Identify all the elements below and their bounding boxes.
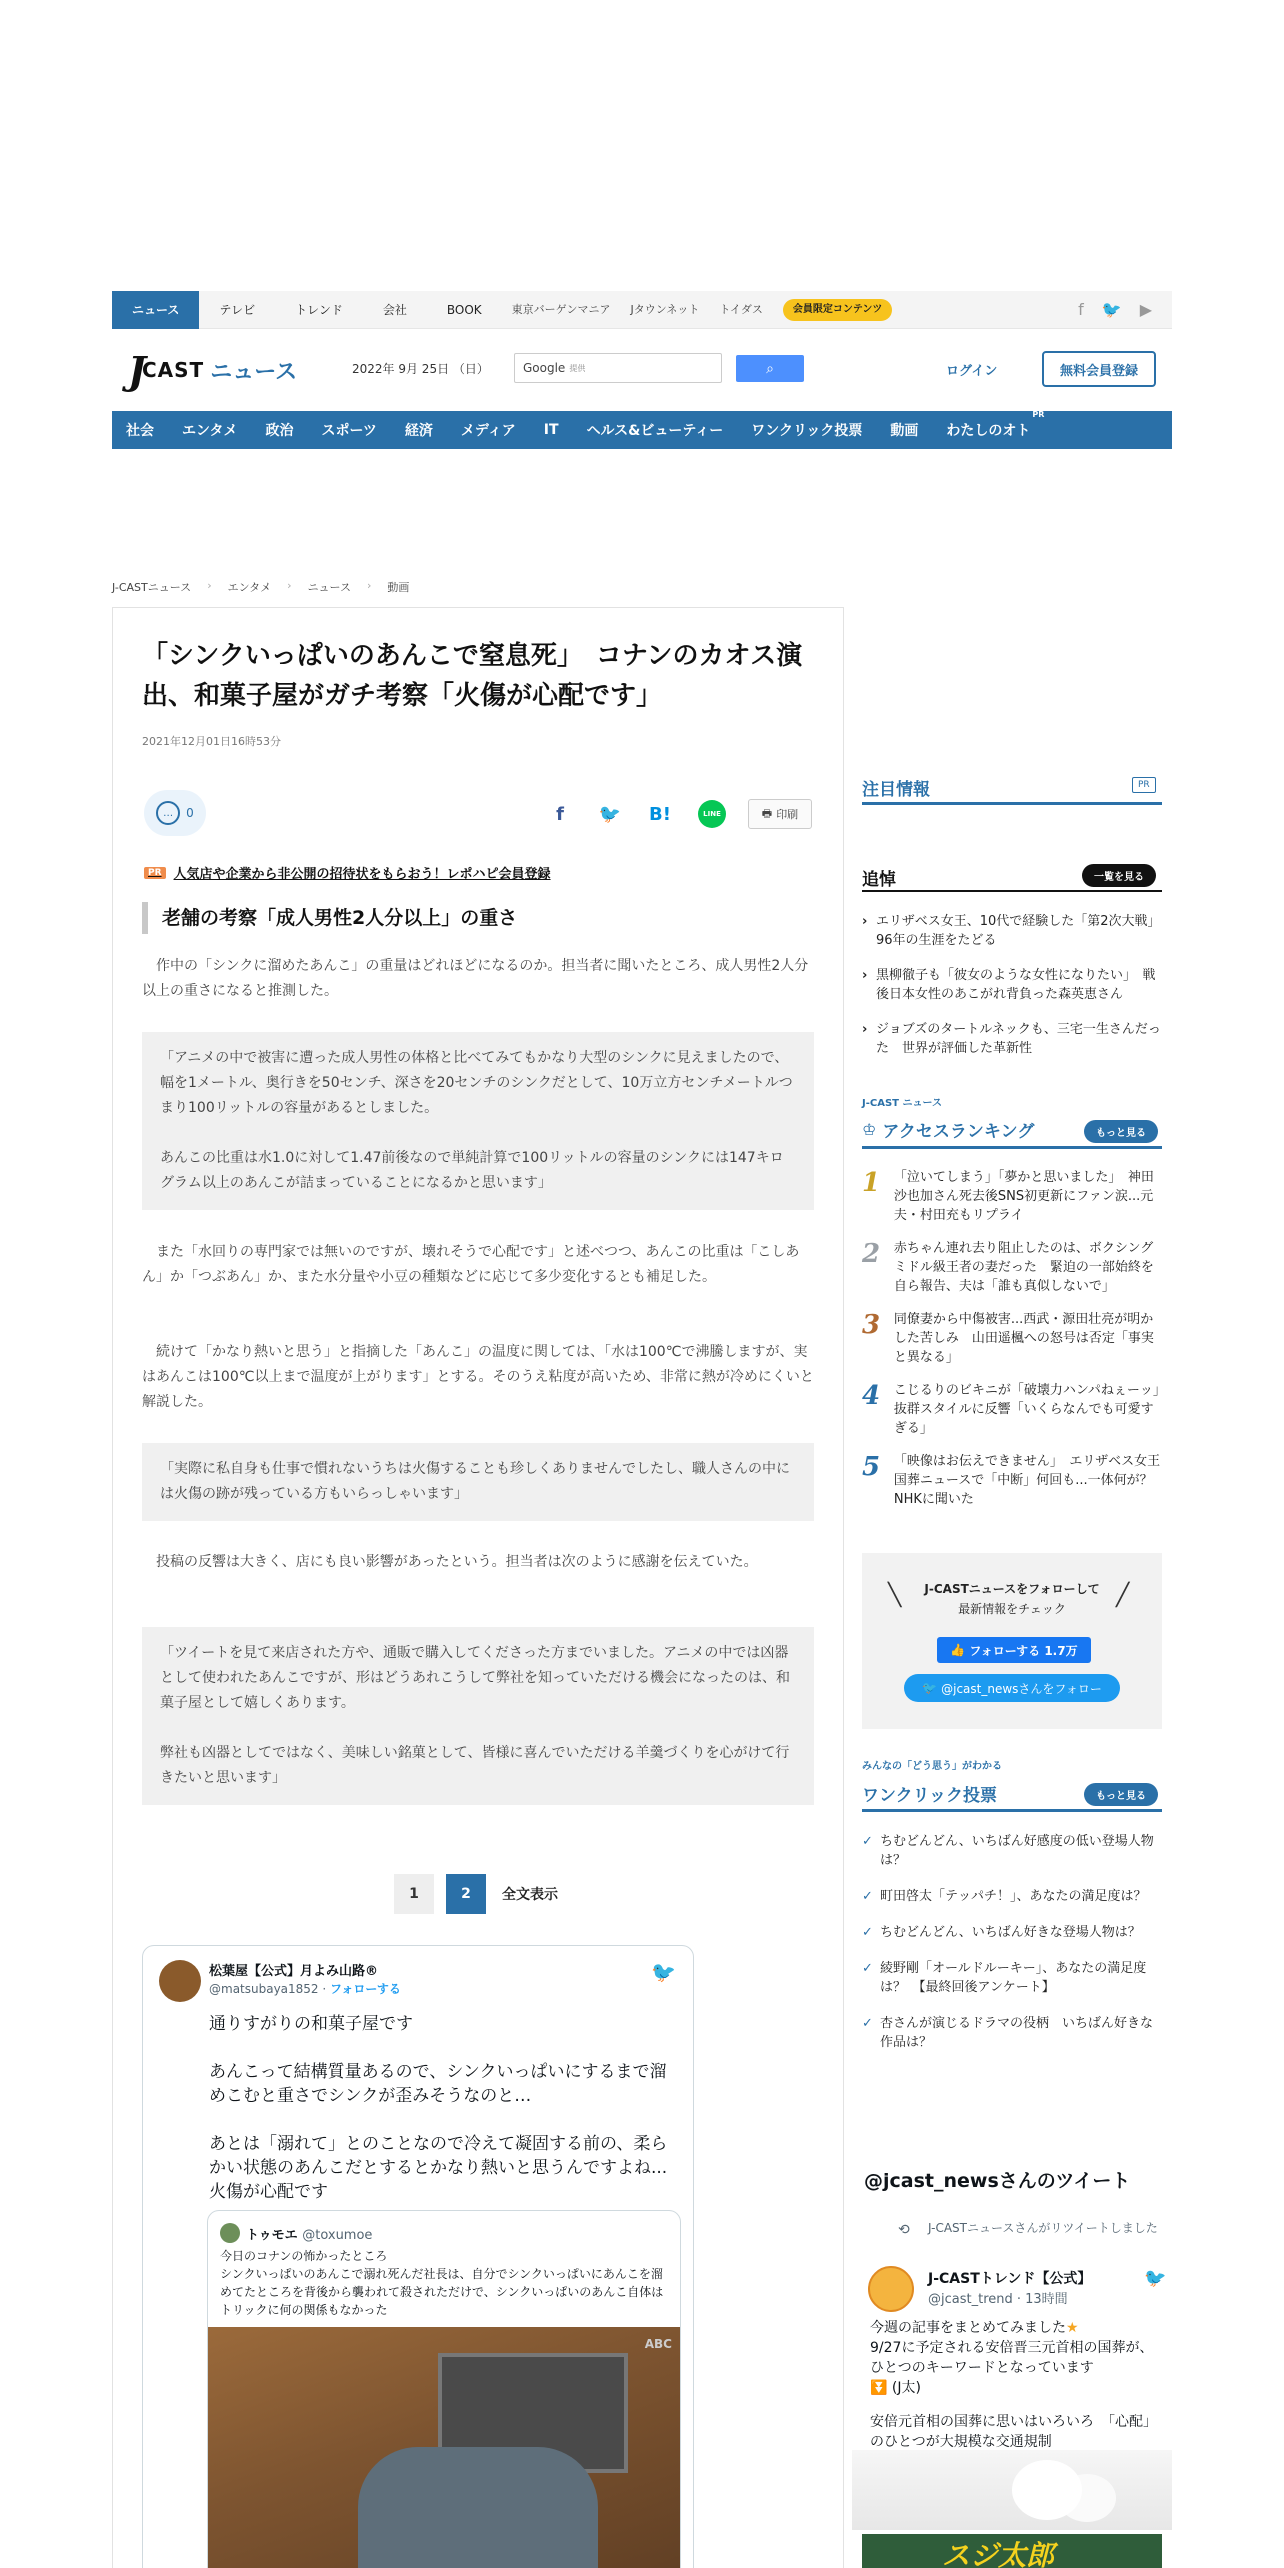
comment-count: 0	[186, 806, 194, 820]
list-item[interactable]: ✓ 綾野剛「オールドルーキー」、あなたの満足度は？ 【最終回後アンケート】	[862, 1959, 1162, 1997]
quoted-tweet-author: トゥモエ @toxumoe	[246, 2228, 373, 2243]
list-item[interactable]: ✓ ちむどんどん、いちばん好感度の低い登場人物は？	[862, 1832, 1162, 1870]
article-subheading: 老舗の考察「成人男性2人分以上」の重さ	[142, 902, 812, 934]
avatar[interactable]	[159, 1960, 201, 2002]
decor-slash: ╱	[1116, 1583, 1130, 1608]
vote-kicker: みんなの「どう思う」がわかる	[862, 1761, 1002, 1772]
social-links	[1078, 300, 1172, 319]
memorial-title: 追悼	[862, 870, 896, 890]
vote-title: ワンクリック投票	[862, 1786, 997, 1806]
twitter-timeline	[852, 2166, 1172, 2568]
ranking-list	[862, 1168, 1173, 1523]
ranking-item[interactable]: 4 こじるりのビキニが「破壊力ハンパねぇーッ」 抜群スタイルに反響「いくらなんでも可愛すぎる」	[862, 1381, 1173, 1436]
pr-link[interactable]: PR 人気店や企業から非公開の招待状をもらおう！レポハピ会員登録	[144, 863, 551, 882]
topnav-trend[interactable]: トレンド	[295, 302, 343, 317]
decor-slash: ╲	[888, 1583, 902, 1608]
cat-society[interactable]: 社会	[126, 423, 154, 439]
avatar[interactable]	[868, 2266, 914, 2312]
embedded-tweet[interactable]	[142, 1945, 694, 2568]
breadcrumb-news[interactable]: ニュース	[307, 581, 352, 594]
topnav-tv[interactable]: テレビ	[219, 302, 256, 317]
tweet-follow-link[interactable]: フォローする	[330, 1982, 401, 1996]
top-nav	[112, 291, 1172, 329]
flower-illustration	[1012, 2460, 1082, 2520]
memorial-list-button[interactable]: 一覧を見る	[1082, 864, 1156, 887]
list-item[interactable]: › 黒柳徹子も「彼女のような女性になりたい」 戦後日本女性のあこがれ背負った森英恵さん	[862, 966, 1162, 1004]
hatena-bookmark-icon[interactable]: B!	[649, 803, 671, 825]
twitter-icon[interactable]: 🐦	[1101, 300, 1122, 319]
breadcrumb-home[interactable]: J-CASTニュース	[112, 581, 192, 594]
cat-media[interactable]: メディア	[460, 423, 516, 439]
comment-icon: …	[156, 801, 180, 825]
retweet-icon: ⟲	[898, 2222, 910, 2238]
memorial-list	[862, 912, 1168, 1074]
ranking-item[interactable]: 3 同僚妻から中傷被害...西武・源田壮亮が明かした苦しみ 山田遥楓への怒号は否定「事実と異なる」	[862, 1310, 1154, 1365]
list-item[interactable]: ✓ 町田啓太「テッパチ！」、あなたの満足度は？	[862, 1887, 1162, 1906]
category-nav	[112, 411, 1172, 449]
divider	[862, 1146, 1162, 1149]
person-illustration	[358, 2447, 598, 2568]
facebook-follow-button[interactable]: 👍 フォローする 1.7万	[937, 1637, 1091, 1663]
pagination	[394, 1874, 558, 1914]
printer-icon: 🖶	[761, 806, 773, 820]
topnav-bargain[interactable]: 東京バーゲンマニア	[511, 302, 611, 316]
timeline-author[interactable]: J-CASTトレンド【公式】	[928, 2271, 1092, 2287]
register-button[interactable]: 無料会員登録	[1042, 351, 1156, 387]
tweet-author-handle: @matsubaya1852 · フォローする	[209, 1982, 401, 1996]
cat-politics[interactable]: 政治	[265, 423, 294, 439]
search-icon: ⌕	[766, 360, 774, 377]
timeline-handle: @jcast_trend · 13時間	[928, 2292, 1068, 2307]
vote-more-button[interactable]: もっと見る	[1084, 1783, 1158, 1806]
notice-pr-badge: PR	[1132, 777, 1156, 793]
twitter-bird-icon: 🐦	[922, 1681, 938, 1695]
twitter-bird-icon[interactable]: 🐦	[1144, 2268, 1167, 2289]
ranking-item[interactable]: 1 「泣いてしまう」「夢かと思いました」 神田沙也加さん死去後SNS初更新にファン涙...元夫・村田充もリプライ	[862, 1168, 1154, 1223]
cat-it[interactable]: IT	[543, 422, 559, 438]
quoted-tweet-image[interactable]	[208, 2327, 681, 2568]
timeline-header[interactable]: @jcast_newsさんのツイート	[864, 2170, 1131, 2192]
notice-title: 注目情報	[862, 780, 930, 800]
timeline-tweet-text: 今週の記事をまとめてみました★ 9/27に予定される安倍晋三元首相の国葬が、ひとつのキーワードとなっています ⏬ (J太) 安倍元首相の国葬に思いはいろいろ 「心配」のひとつが大規模な交通規制	[870, 2318, 1166, 2472]
search-input[interactable]: Google 提供	[514, 353, 722, 383]
vote-list	[862, 1832, 1162, 2069]
cat-sports[interactable]: スポーツ	[321, 423, 377, 439]
facebook-share-icon[interactable]: f	[556, 803, 564, 825]
tweet-text: 通りすがりの和菓子屋です あんこって結構質量あるので、シンクいっぱいにするまで溜めこむと重さでシンクが歪みそうなのと… あとは「溺れて」とのことなので冷えて凝固する前の、柔らかい状態のあんこだとするとかなり熱いと思うんですよね...火傷が心配です	[209, 2014, 668, 2202]
print-button[interactable]: 🖶 印刷	[748, 799, 812, 829]
page-2-button[interactable]: 2	[446, 1874, 486, 1914]
twitter-follow-button[interactable]: 🐦 @jcast_newsさんをフォロー	[904, 1674, 1120, 1702]
article-paragraph: また「水回りの専門家では無いのですが、壊れそうで心配です」と述べつつ、あんこの比重は「こしあん」か「つぶあん」か、また水分量や小豆の種類などに応じて多少変化するとも補足した。	[142, 1244, 800, 1285]
divider	[862, 1809, 1162, 1812]
topnav-toidas[interactable]: トイダス	[719, 302, 763, 316]
twitter-share-icon[interactable]: 🐦	[598, 803, 622, 825]
quoted-tweet[interactable]	[207, 2210, 681, 2568]
image-watermark: ABC	[644, 2337, 672, 2351]
article-paragraph: 作中の「シンクに溜めたあんこ」の重量はどれほどになるのか。担当者に聞いたところ、成人男性2人分以上の重さになると推測した。	[142, 958, 809, 999]
sidebar-banner-ad[interactable]: スジ太郎	[862, 2534, 1162, 2568]
search-button[interactable]	[736, 355, 804, 382]
cat-vote[interactable]: ワンクリック投票	[751, 423, 863, 439]
article-paragraph: 投稿の反響は大きく、店にも良い影響があったという。担当者は次のように感謝を伝えていた。	[156, 1554, 758, 1570]
page-1-button[interactable]: 1	[394, 1874, 434, 1914]
cat-watashino[interactable]: わたしのオト PR	[946, 410, 1045, 439]
member-content-button[interactable]: 会員限定コンテンツ	[783, 299, 893, 321]
avatar	[220, 2223, 240, 2243]
full-text-link[interactable]: 全文表示	[502, 1887, 558, 1903]
topnav-book[interactable]: BOOK	[446, 302, 482, 317]
pr-tag: PR	[1032, 410, 1045, 419]
breadcrumb-entertainment[interactable]: エンタメ	[227, 581, 272, 594]
cat-health[interactable]: ヘルス&ビューティー	[586, 423, 724, 439]
ranking-kicker: J-CAST ニュース	[862, 1098, 942, 1109]
pr-badge: PR	[144, 867, 166, 879]
article-paragraph: 続けて「かなり熱いと思う」と指摘した「あんこ」の温度に関しては、「水は100℃で沸騰しますが、実はあんこは100℃以上まで温度が上がります」とする。そのうえ粘度が高いため、非常に熱が冷めにくいと解説した。	[142, 1344, 814, 1410]
article-quote: 「ツイートを見て来店された方や、通販で購入してくださった方までいました。アニメの中では凶器として使われたあんこですが、形はどうあれこうして弊社を知っていただける機会になったのは、和菓子屋として嬉しくあります。 弊社も凶器としてではなく、美味しい銘菓として、皆様に喜んでいただける羊羹づくりを心がけて行きたいと思います」	[142, 1627, 814, 1805]
follow-text: J-CASTニュースをフォローして 最新情報をチェック	[924, 1582, 1100, 1616]
timeline-image[interactable]	[852, 2450, 1172, 2530]
list-item[interactable]: ✓ 杏さんが演じるドラマの役柄 いちばん好きな作品は？	[862, 2014, 1162, 2052]
article-title: 「シンクいっぱいのあんこで窒息死」 コナンのカオス演出、和菓子屋がガチ考察「火傷が心配です」	[142, 641, 803, 711]
article-quote: 「アニメの中で被害に遭った成人男性の体格と比べてみてもかなり大型のシンクに見えましたので、幅を1メートル、奥行きを50センチ、深さを20センチのシンクだとして、10万立方センチメートルつまり100リットルの容量があるとしました。 あんこの比重は水1.0に対して1.47前後なので単純計算で100リットルの容量のシンクには147キログラム以上のあんこが詰まっていることになるかと思います」	[142, 1032, 814, 1210]
youtube-icon[interactable]: ▶	[1139, 300, 1152, 319]
ranking-title: ♔ アクセスランキング	[862, 1120, 1035, 1142]
thumbs-up-icon: 👍	[950, 1643, 966, 1657]
site-logo[interactable]: J CAST ニュース	[128, 347, 298, 393]
current-date: 2022年 9月 25日 （日）	[352, 362, 489, 376]
ranking-item[interactable]: 5 「映像はお伝えできません」 エリザベス女王国葬ニュースで「中断」何回も...一体何が？NHKに聞いた	[862, 1452, 1161, 1507]
topnav-news[interactable]: ニュース	[112, 291, 199, 329]
cat-entertainment[interactable]: エンタメ	[182, 423, 238, 439]
follow-box	[862, 1553, 1162, 1729]
list-item[interactable]: ✓ ちむどんどん、いちばん好きな登場人物は？	[862, 1923, 1162, 1942]
star-icon: ★	[1066, 2320, 1079, 2336]
line-share-icon[interactable]: LINE	[698, 800, 726, 828]
breadcrumb: J-CASTニュース › エンタメ › ニュース › 動画	[112, 579, 410, 594]
quoted-tweet-text: 今日のコナンの怖かったところ シンクいっぱいのあんこで溺れ死んだ社長は、自分でシンクいっぱいにあんこを溜めてたところを背後から襲われて殺されただけで、シンクいっぱいのあんこ自体はトリックに何の関係もなかった	[220, 2249, 664, 2317]
down-arrow-icon: ⏬	[870, 2380, 888, 2396]
tweet-author-name[interactable]: 松葉屋【公式】月よみ山路®	[209, 1964, 379, 1979]
ranking-more-button[interactable]: もっと見る	[1084, 1120, 1158, 1143]
login-link[interactable]: ログイン	[946, 364, 998, 379]
publish-date: 2021年12月01日16時53分	[142, 735, 281, 748]
cat-video[interactable]: 動画	[890, 423, 919, 439]
twitter-bird-icon[interactable]: 🐦	[651, 1960, 676, 1984]
comment-button[interactable]	[144, 790, 206, 836]
retweet-note: J-CASTニュースさんがリツイートしました	[928, 2221, 1158, 2235]
cat-economy[interactable]: 経済	[404, 423, 433, 439]
list-item[interactable]: › ジョブズのタートルネックも、三宅一生さんだった 世界が評価した革新性	[862, 1020, 1162, 1058]
topnav-jtown[interactable]: Jタウンネット	[630, 302, 700, 316]
ranking-item[interactable]: 2 赤ちゃん連れ去り阻止したのは、ボクシングミドル級王者の妻だった 緊迫の一部始終を自ら報告、夫は「誰も真似しないで」	[862, 1239, 1154, 1294]
breadcrumb-video[interactable]: 動画	[387, 581, 410, 594]
divider	[862, 890, 1162, 892]
topnav-company[interactable]: 会社	[382, 302, 407, 317]
article-quote: 「実際に私自身も仕事で慣れないうちは火傷することも珍しくありませんでしたし、職人さんの中には火傷の跡が残っている方もいらっしゃいます」	[142, 1443, 814, 1521]
facebook-icon[interactable]: f	[1078, 300, 1084, 319]
share-buttons	[548, 800, 726, 828]
ranking-icon: ♔	[862, 1120, 877, 1139]
list-item[interactable]: › エリザベス女王、10代で経験した「第2次大戦」 96年の生涯をたどる	[862, 912, 1162, 950]
divider	[862, 802, 1162, 805]
